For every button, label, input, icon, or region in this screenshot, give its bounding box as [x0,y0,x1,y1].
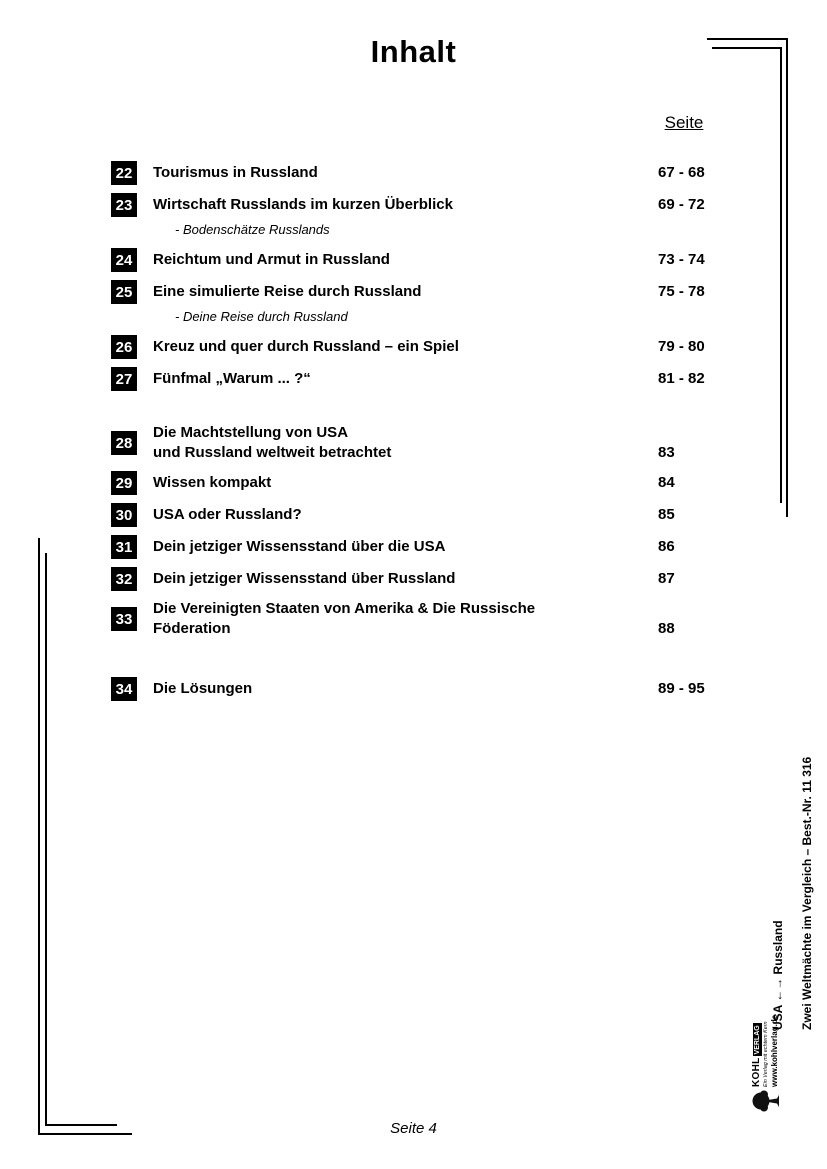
toc-entry [111,471,718,495]
toc-entry [111,248,718,272]
entry-pages: 84 [658,474,675,491]
publisher-name: KOHL [751,1057,762,1087]
entry-title: Wirtschaft Russlands im kurzen Überblick [153,196,453,213]
entry-title-line1: Die Vereinigten Staaten von Amerika & Die Russische [153,600,536,617]
entry-pages: 88 [658,620,675,637]
sidebar-series-title: USA ←→ Russland [771,920,785,1030]
entry-title-line2: und Russland weltweit betrachtet [153,444,392,461]
entry-number-badge: 29 [111,471,137,495]
entry-pages: 85 [658,506,675,523]
entry-pages: 89 - 95 [658,680,705,697]
entry-number-badge: 23 [111,193,137,217]
tree-icon [751,1089,781,1113]
entry-pages: 83 [658,444,675,461]
entry-subitem: - Deine Reise durch Russland [175,309,348,324]
toc-entry [111,367,718,391]
entry-title-line1: Die Machtstellung von USA [153,424,349,441]
entry-title: Reichtum und Armut in Russland [153,251,390,268]
entry-title: USA oder Russland? [153,506,302,523]
entry-number-badge: 34 [111,677,137,701]
toc-entry [111,535,718,559]
entry-number-badge: 31 [111,535,137,559]
publisher-website: www.kohlverlag.de [770,1014,779,1087]
publisher-name-badge: VERLAG [753,1025,761,1055]
toc-entry [111,161,718,185]
toc-entry [111,193,718,240]
entry-title: Dein jetziger Wissensstand über Russland [153,570,456,587]
entry-title: Die Lösungen [153,680,253,697]
entry-number-badge: 25 [111,280,137,304]
publisher-wordmark [752,1014,762,1087]
entry-pages: 67 - 68 [658,164,705,181]
entry-pages: 79 - 80 [658,338,705,355]
entry-number-badge: 26 [111,335,137,359]
entry-title: Dein jetziger Wissensstand über die USA [153,538,446,555]
page-column-header: Seite [664,113,704,132]
entry-number-badge: 28 [111,431,137,455]
page-number-footer: Seite 4 [390,1120,437,1137]
toc-entry [111,280,718,327]
entry-number-badge: 32 [111,567,137,591]
entry-title: Wissen kompakt [153,474,272,491]
entry-title: Tourismus in Russland [153,164,318,181]
sidebar-rotated-text [770,756,825,1030]
entry-number-badge: 27 [111,367,137,391]
publisher-tagline: Ein Verlag mit echtem Kern [763,1021,769,1087]
entry-title: Eine simulierte Reise durch Russland [153,283,422,300]
entry-subitem: - Bodenschätze Russlands [175,222,330,237]
entry-pages: 87 [658,570,675,587]
toc-entry [111,503,718,527]
entry-title-line2: Föderation [153,620,231,637]
toc-entry [111,423,718,463]
entry-pages: 86 [658,538,675,555]
table-of-contents [111,161,718,709]
publisher-logo [737,1014,794,1113]
toc-entry [111,567,718,591]
corner-decoration-top-right-inner [712,47,782,503]
toc-entry [111,677,718,701]
entry-number-badge: 33 [111,607,137,631]
entry-number-badge: 24 [111,248,137,272]
sidebar-subtitle-ordernumber: Zwei Weltmächte im Vergleich – Best.-Nr. 11 316 [800,756,814,1030]
entry-number-badge: 22 [111,161,137,185]
entry-title: Fünfmal „Warum ... ?“ [153,370,311,387]
entry-pages: 69 - 72 [658,196,705,213]
corner-decoration-bottom-left-inner [45,553,117,1126]
entry-pages: 75 - 78 [658,283,705,300]
entry-pages: 81 - 82 [658,370,705,387]
entry-pages: 73 - 74 [658,251,705,268]
toc-entry [111,335,718,359]
toc-entry [111,599,718,639]
entry-title: Kreuz und quer durch Russland – ein Spiel [153,338,459,355]
entry-number-badge: 30 [111,503,137,527]
page-title: Inhalt [370,34,457,69]
